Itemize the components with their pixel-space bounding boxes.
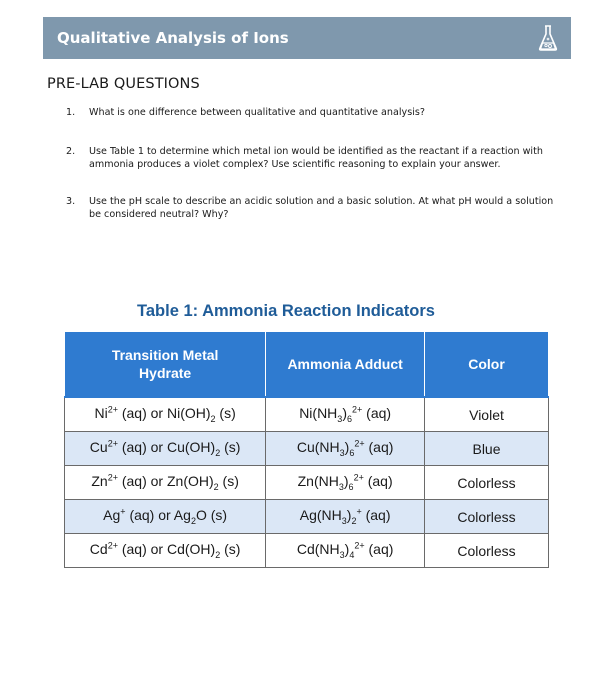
table-row <box>65 432 549 466</box>
question-text: What is one difference between qualitative and quantitative analysis? <box>89 107 425 118</box>
formula-text: Ag+ (aq) or $Ag_2O$ (s) <box>103 506 228 527</box>
table-row <box>65 500 549 534</box>
ammonia-indicator-table <box>64 331 549 568</box>
adduct-cell <box>266 500 425 534</box>
question-number: 2. <box>66 146 76 157</box>
question-2 <box>66 145 566 171</box>
column-header-hydrate: Transition Metal Hydrate <box>65 332 266 398</box>
hydrate-cell <box>65 466 266 500</box>
question-text: Use the pH scale to describe an acidic solution and a basic solution. At what pH would a solution be considered neutral? Why? <box>89 196 554 220</box>
column-header-adduct: Ammonia Adduct <box>266 332 425 398</box>
hydrate-cell <box>65 500 266 534</box>
color-cell: Colorless <box>425 534 549 568</box>
adduct-cell <box>266 466 425 500</box>
flask-icon <box>537 24 559 52</box>
adduct-cell <box>266 397 425 432</box>
question-number: 1. <box>66 107 76 118</box>
table-row <box>65 466 549 500</box>
hydrate-cell <box>65 432 266 466</box>
formula-text: $Ag(NH_3)_2^+$ (aq) <box>299 506 391 527</box>
page-header <box>43 17 571 59</box>
adduct-cell <box>266 534 425 568</box>
column-header-color: Color <box>425 332 549 398</box>
table-title: Table 1: Ammonia Reaction Indicators <box>137 302 435 320</box>
formula-text: $Ni(NH_3)_6^{2+}$ (aq) <box>299 404 392 425</box>
table-header-row <box>65 332 549 398</box>
formula-text: $Cu(NH_3)_6^{2+}$ (aq) <box>296 438 394 459</box>
section-title: PRE-LAB QUESTIONS <box>47 76 200 92</box>
formula-text: $Ni^{2+}$ (aq) or $Ni(OH)_2$ (s) <box>94 404 236 425</box>
question-text: Use Table 1 to determine which metal ion would be identified as the reactant if a reaction with ammonia produces a violet complex? Use scientific reasoning to explain your answer. <box>89 146 543 170</box>
table-row <box>65 534 549 568</box>
formula-text: $Cd^{2+}$ (aq) or $Cd(OH)_2$ (s) <box>89 540 241 561</box>
question-3 <box>66 195 566 221</box>
question-1 <box>66 106 566 119</box>
color-cell: Colorless <box>425 466 549 500</box>
formula-text: $Zn^{2+}$ (aq) or $Zn(OH)_2$ (s) <box>91 472 239 493</box>
hydrate-cell <box>65 397 266 432</box>
formula-text: $Zn(NH_3)_6^{2+}$ (aq) <box>297 472 393 493</box>
hydrate-cell <box>65 534 266 568</box>
color-cell: Blue <box>425 432 549 466</box>
table-row <box>65 397 549 432</box>
formula-text: $Cu^{2+}$ (aq) or $Cu(OH)_2$ (s) <box>89 438 241 459</box>
formula-text: $Cd(NH_3)_4^{2+}$ (aq) <box>296 540 394 561</box>
question-number: 3. <box>66 196 76 207</box>
question-list <box>66 106 566 221</box>
color-cell: Violet <box>425 397 549 432</box>
adduct-cell <box>266 432 425 466</box>
header-title: Qualitative Analysis of Ions <box>57 29 289 47</box>
color-cell: Colorless <box>425 500 549 534</box>
